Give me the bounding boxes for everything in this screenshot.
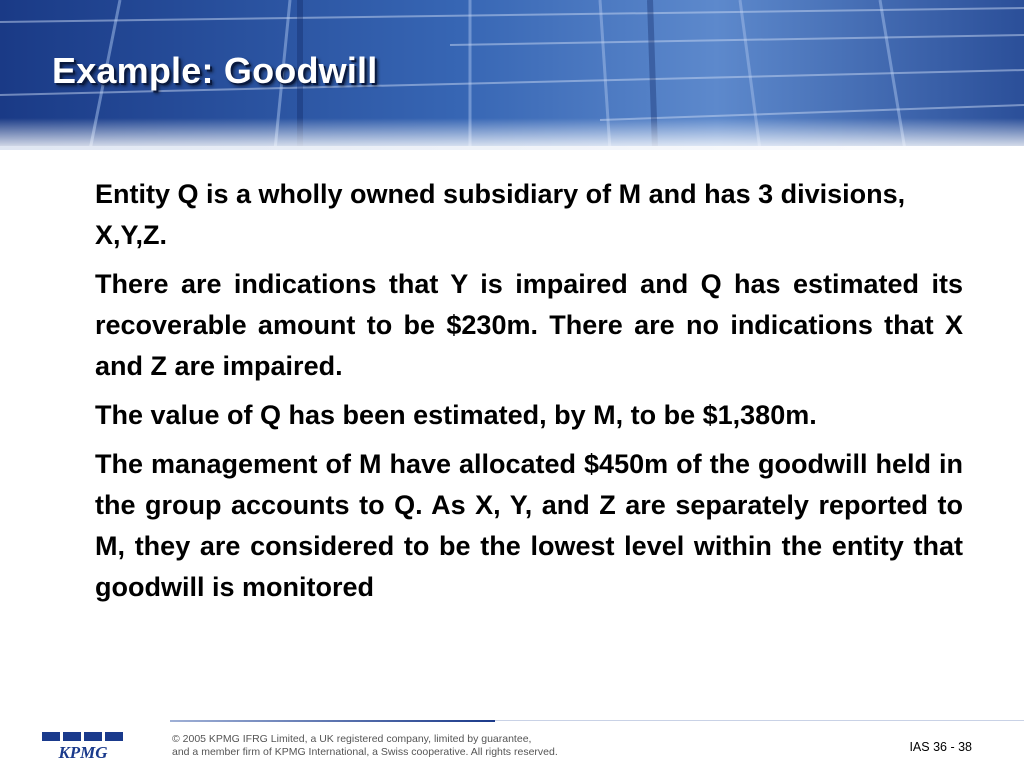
footer-divider-light bbox=[495, 720, 1024, 721]
paragraph-value: The value of Q has been estimated, by M, to be $1,380m. bbox=[95, 400, 817, 430]
copyright-notice bbox=[172, 733, 558, 759]
page-number: IAS 36 - 38 bbox=[909, 740, 972, 754]
header-banner bbox=[0, 0, 1024, 150]
slide-body bbox=[95, 174, 963, 616]
paragraph-indications: There are indications that Y is impaired and Q has estimated its recoverable amount to be $230m. There are no indications that X and Z are impaired. bbox=[95, 269, 963, 381]
paragraph-allocation: The management of M have allocated $450m of the goodwill held in the group accounts to Q. As X, Y, and Z are separately reported to M, they are considered to be the lowest level within the entity that goodwill is monitored bbox=[95, 449, 963, 602]
header-divider bbox=[0, 146, 1024, 150]
slide-title: Example: Goodwill bbox=[52, 50, 378, 91]
svg-text:KPMG: KPMG bbox=[58, 743, 108, 760]
paragraph-entity: Entity Q is a wholly owned subsidiary of M and has 3 divisions, X,Y,Z. bbox=[95, 179, 906, 250]
copyright-line-2: and a member firm of KPMG International, a Swiss cooperative. All rights reserved. bbox=[172, 746, 558, 758]
copyright-line-1: © 2005 KPMG IFRG Limited, a UK registered company, limited by guarantee, bbox=[172, 733, 532, 745]
footer-divider bbox=[170, 720, 495, 722]
kpmg-logo bbox=[40, 732, 126, 760]
